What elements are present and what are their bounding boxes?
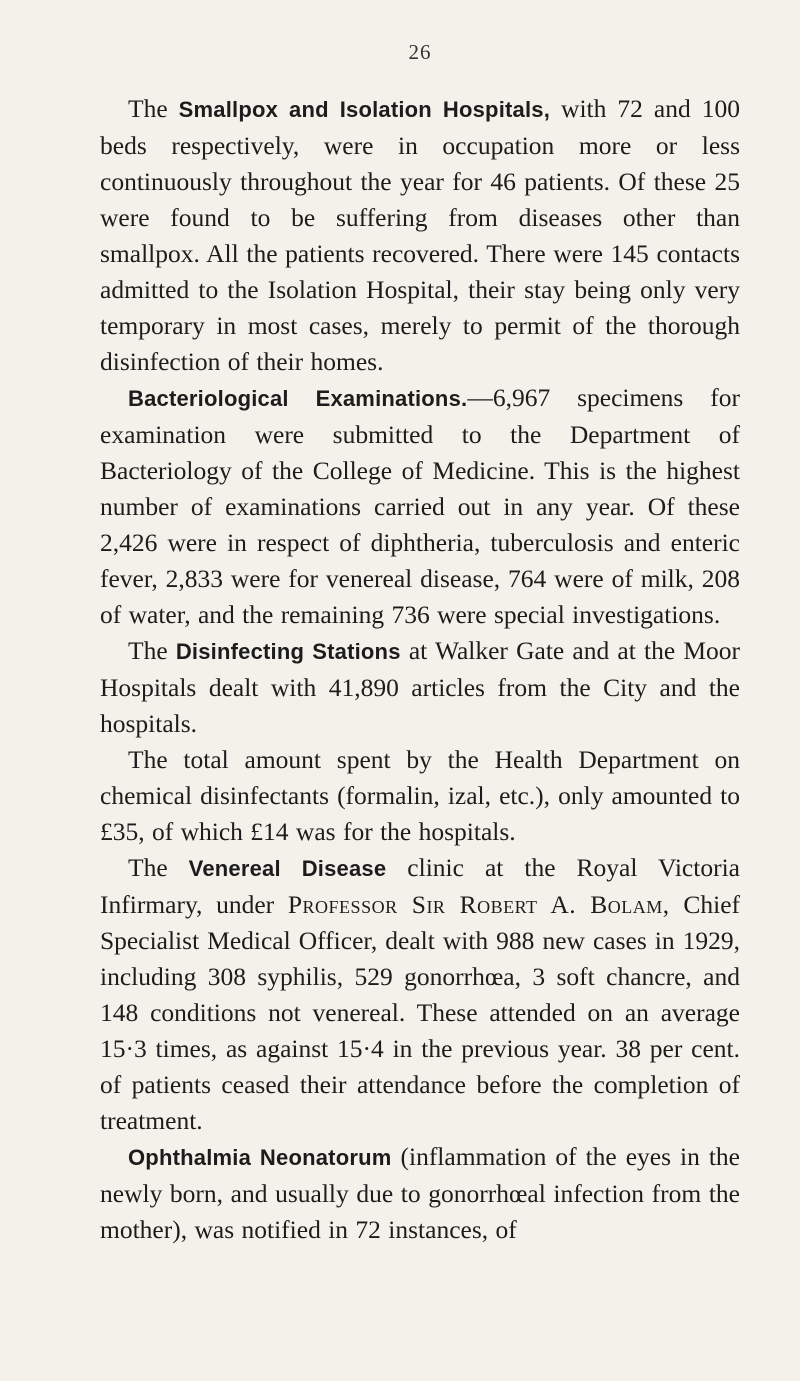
heading-bacteriological-examinations: Bacteriological Examinations.: [128, 386, 468, 411]
paragraph-ophthalmia-neonatorum: [100, 1139, 740, 1248]
paragraph-text: —6,967 specimens for examination were submitted to the Department of Bacteriology of the College of Medicine. This is the highest number of examinations carried out in any year. Of these 2,426 were in respect of diphtheria, tuberculosis and enteric fever, 2,833 were for venereal disease, 764 were of milk, 208 of water, and the remaining 736 were special investigations.: [100, 383, 740, 629]
heading-disinfecting-stations: Disinfecting Stations: [175, 639, 401, 664]
person-name: Professor Sir Robert A. Bolam,: [287, 890, 670, 919]
paragraph-disinfecting-stations: [100, 633, 740, 742]
heading-ophthalmia-neonatorum: Ophthalmia Neonatorum: [128, 1145, 392, 1170]
heading-smallpox-isolation-hospitals: Smallpox and Isolation Hospitals,: [178, 97, 551, 122]
paragraph-prefix: The: [128, 94, 179, 123]
paragraph-text: clinic at the Royal Victoria Infirmary, under: [100, 853, 740, 919]
paragraph-text: (inflammation of the eyes in the newly born, and usually due to gonorrhœal infection from the mother), was notified in 72 instances, of: [100, 1142, 740, 1244]
paragraph-bacteriological-examinations: [100, 380, 740, 633]
paragraph-text: at Walker Gate and at the Moor Hospitals dealt with 41,890 articles from the City and the hospitals.: [100, 636, 740, 738]
paragraph-venereal-disease: [100, 850, 740, 1139]
page-number: 26: [408, 40, 432, 64]
heading-venereal-disease: Venereal Disease: [188, 856, 387, 881]
paragraph-text: Chief Specialist Medical Officer, dealt with 988 new cases in 1929, including 308 syphilis, 529 gonorrhœa, 3 soft chancre, and 148 conditions not venereal. These attended on an average 15·3 times, as against 15·4 in the previous year. 38 per cent. of patients ceased their attendance before the completion of treatment.: [100, 890, 741, 1135]
paragraph-smallpox-hospitals: [100, 91, 740, 380]
paragraph-prefix: The: [128, 636, 176, 665]
paragraph-text: with 72 and 100 beds respectively, were in occupation more or less continuously throughout the year for 46 patients. Of these 25 were found to be suffering from diseases other than smallpox. All the patients recovered. There were 145 contacts admitted to the Isolation Hospital, their stay being only very temporary in most cases, merely to permit of the thorough disinfection of their homes.: [100, 94, 740, 376]
paragraph-chemical-disinfectants: The total amount spent by the Health Department on chemical disinfectants (formalin, izal, etc.), only amounted to £35, of which £14 was for the hospitals.: [100, 745, 740, 846]
paragraph-prefix: The: [128, 853, 189, 882]
